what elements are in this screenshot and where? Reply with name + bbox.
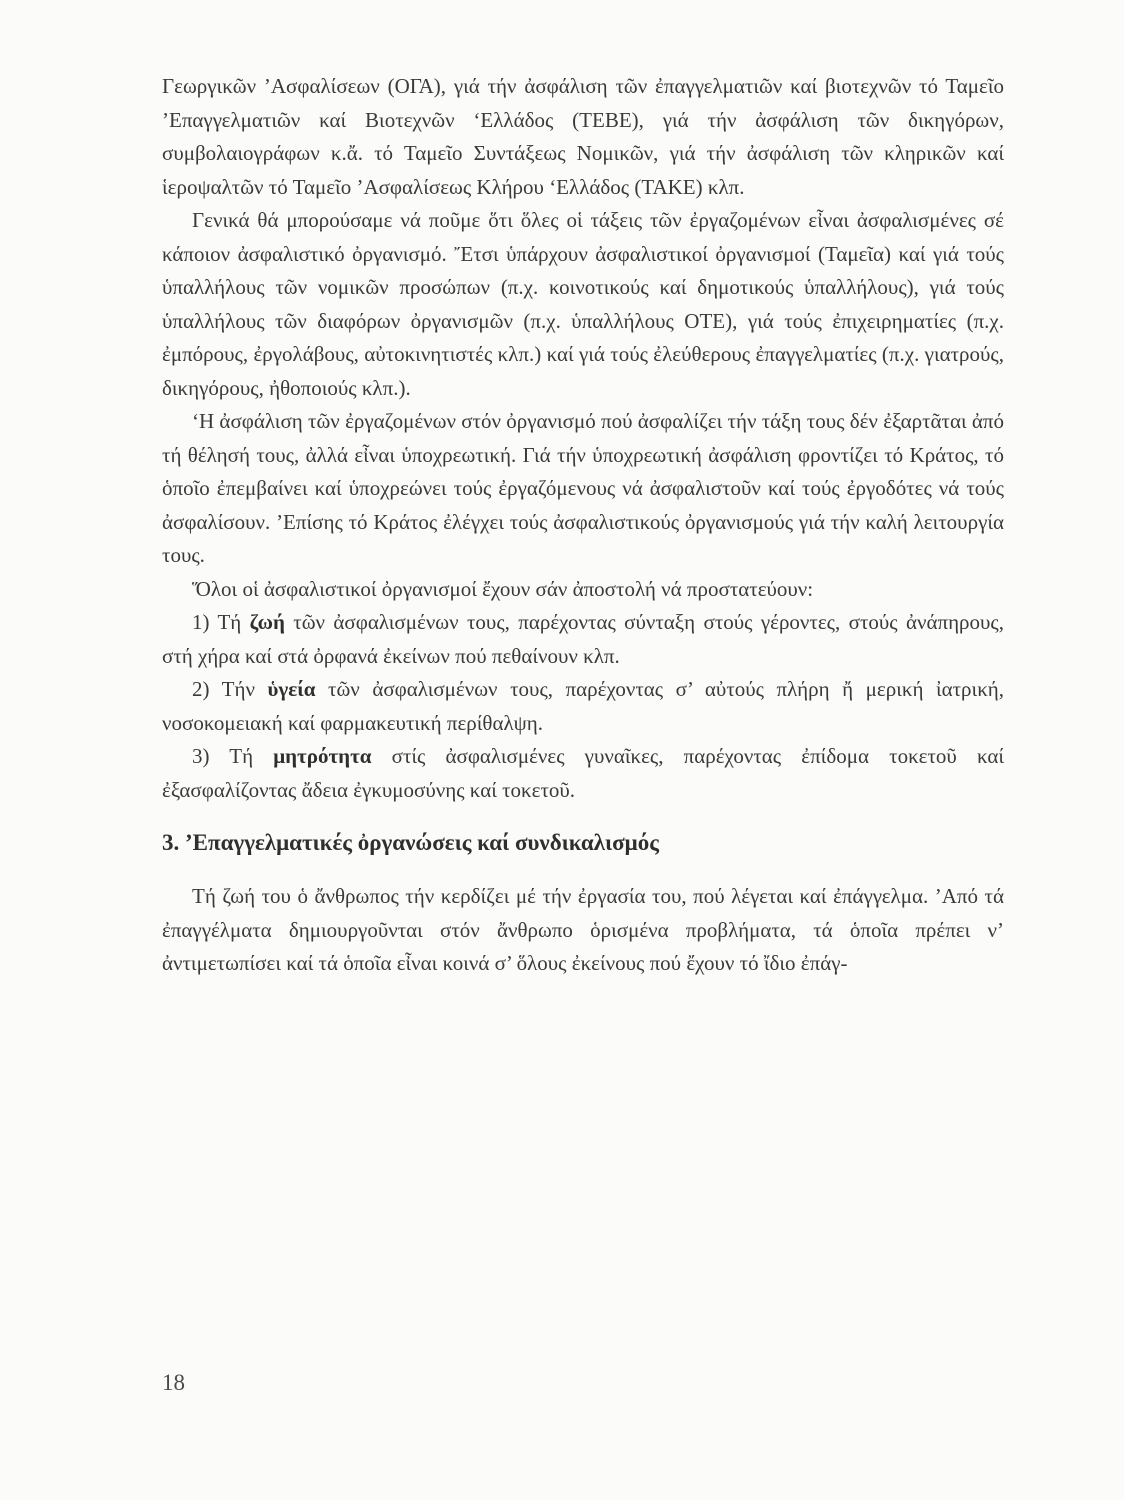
list-item-keyword: μητρότητα <box>273 744 372 768</box>
list-item-maternity <box>162 740 1004 807</box>
paragraph-insurance-funds: Γεωργικῶν ’Ασφαλίσεων (ΟΓΑ), γιά τήν ἀσφάλιση τῶν ἐπαγγελματιῶν καί βιοτεχνῶν τό Ταμεῖο ’Επαγγελματιῶν καί Βιοτεχνῶν ‘Ελλάδος (ΤΕΒΕ), γιά τήν ἀσφάλιση τῶν δικηγόρων, συμβολαιογράφων κ.ἄ. τό Ταμεῖο Συντάξεως Νομικῶν, γιά τήν ἀσφάλιση τῶν κληρικῶν καί ἱεροψαλτῶν τό Ταμεῖο ’Ασφαλίσεως Κλήρου ‘Ελλάδος (ΤΑΚΕ) κλπ. <box>162 74 1004 199</box>
list-item-prefix: 2) Τήν <box>192 677 268 701</box>
list-item-keyword: ὑγεία <box>267 677 316 701</box>
list-item-health <box>162 673 1004 740</box>
page-body <box>162 70 1004 981</box>
paragraph-mandatory-insurance: ‘Η ἀσφάλιση τῶν ἐργαζομένων στόν ὀργανισμό πού ἀσφαλίζει τήν τάξη τους δέν ἐξαρτᾶται ἀπό τή θέλησή τους, ἀλλά εἶναι ὑποχρεωτική. Γιά τήν ὑποχρεωτική ἀσφάλιση φροντίζει τό Κράτος, τό ὁποῖο ἐπεμβαίνει καί ὑποχρεώνει τούς ἐργαζόμενους νά ἀσφαλιστοῦν καί τούς ἐργοδότες νά τούς ἀσφαλίσουν. ’Επίσης τό Κράτος ἐλέγχει τούς ἀσφαλιστικούς ὀργανισμούς γιά τήν καλή λειτουργία τους. <box>162 409 1004 567</box>
page-number: 18 <box>162 1370 185 1395</box>
paragraph-all-workers-insured: Γενικά θά μπορούσαμε νά ποῦμε ὅτι ὅλες οἱ τάξεις τῶν ἐργαζομένων εἶναι ἀσφαλισμένες σέ κάποιον ἀσφαλιστικό ὀργανισμό. Ἔτσι ὑπάρχουν ἀσφαλιστικοί ὀργανισμοί (Ταμεῖα) καί γιά τούς ὑπαλλήλους τῶν νομικῶν προσώπων (π.χ. κοινοτικούς καί δημοτικούς ὑπαλλήλους), γιά τούς ὑπαλλήλους τῶν διαφόρων ὀργανισμῶν (π.χ. ὑπαλλήλους ΟΤΕ), γιά τούς ἐπιχειρηματίες (π.χ. ἐμπόρους, ἐργολάβους, αὐτοκινητιστές κλπ.) καί γιά τούς ἐλεύθερους ἐπαγγελματίες (π.χ. γιατρούς, δικηγόρους, ἠθοποιούς κλπ.). <box>162 208 1004 400</box>
paragraph-protection-intro: Ὅλοι οἱ ἀσφαλιστικοί ὀργανισμοί ἔχουν σάν ἀποστολή νά προστατεύουν: <box>192 576 814 601</box>
paragraph-professions: Τή ζωή του ὁ ἄνθρωπος τήν κερδίζει μέ τήν ἐργασία του, πού λέγεται καί ἐπάγγελμα. ’Από τά ἐπαγγέλματα δημιουργοῦνται στόν ἄνθρωπο ὁρισμένα προβλήματα, τά ὁποῖα πρέπει ν’ ἀντιμετωπίσει καί τά ὁποῖα εἶναι κοινά σ’ ὅλους ἐκείνους πού ἔχουν τό ἴδιο ἐπάγ- <box>162 884 1004 975</box>
list-item-prefix: 1) Τή <box>192 610 250 634</box>
list-item-prefix: 3) Τή <box>192 744 274 768</box>
section-heading: 3. ’Επαγγελματικές ὀργανώσεις καί συνδικαλισμός <box>162 830 659 855</box>
list-item-text: τῶν ἀσφαλισμένων τους, παρέχοντας σύνταξη στούς γέροντες, στούς ἀνάπηρους, στή χήρα καί στά ὀρφανά ἐκείνων πού πεθαίνουν κλπ. <box>162 610 1004 668</box>
list-item-text: στίς ἀσφαλισμένες γυναῖκες, παρέχοντας ἐπίδομα τοκετοῦ καί ἐξασφαλίζοντας ἄδεια ἐγκυμοσύνης καί τοκετοῦ. <box>162 744 1004 802</box>
list-item-life <box>162 606 1004 673</box>
list-item-keyword: ζωή <box>249 610 285 634</box>
list-item-text: τῶν ἀσφαλισμένων τους, παρέχοντας σ’ αὐτούς πλήρη ἤ μερική ἰατρική, νοσοκομειακή καί φαρμακευτική περίθαλψη. <box>162 677 1005 735</box>
